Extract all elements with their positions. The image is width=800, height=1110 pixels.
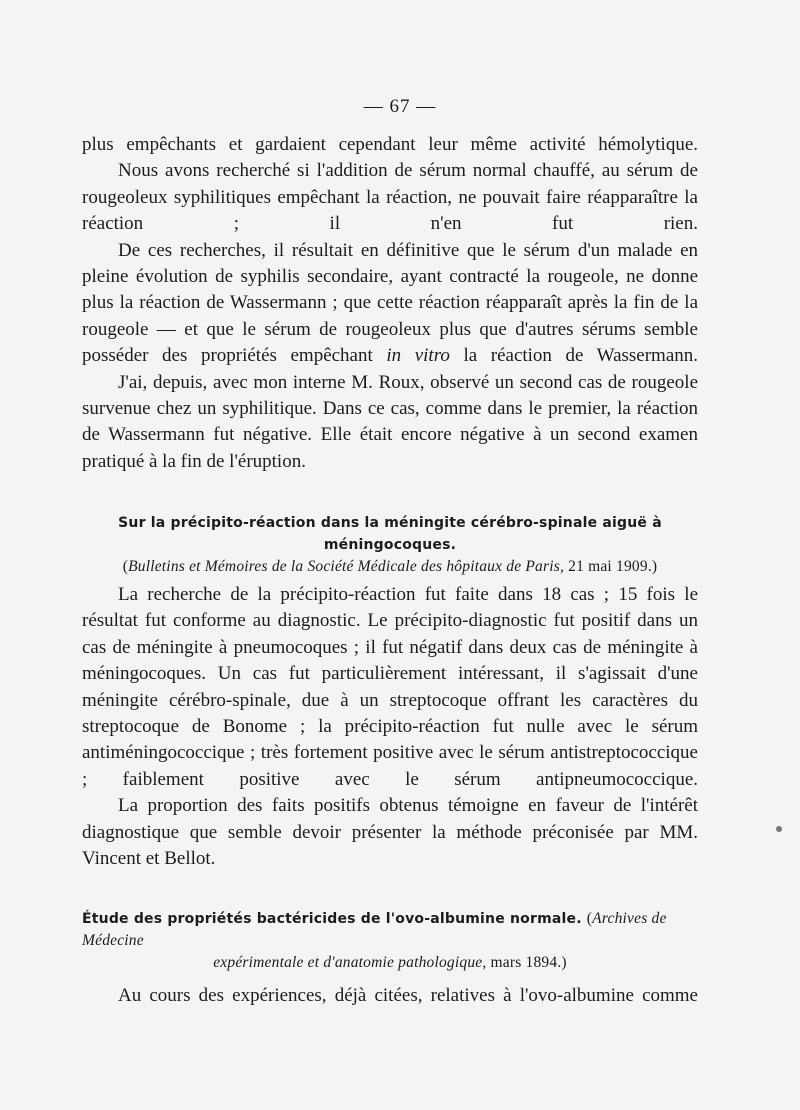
ref-journal: expérimentale et d'anatomie pathologique,	[213, 954, 487, 971]
ref-date: mars 1894.)	[490, 954, 567, 971]
italic-term: in vitro	[386, 345, 450, 367]
ink-speck	[776, 826, 782, 832]
paragraph-text: De ces recherches, il résultait en définitive que le sérum d'un malade en pleine évolution de syphilis secondaire, ayant contracté la rougeole, ne donne plus la réaction de Wassermann ; que cette réaction réapparaît après la fin de la rougeole — et que le sérum de rougeoleux plus que d'autres sérums semble posséder des propriétés empêchant	[82, 239, 698, 367]
section-heading-precipito	[82, 512, 698, 578]
ref-date: 21 mai 1909.)	[568, 558, 658, 575]
ref-journal: Archives de Médecine	[82, 910, 667, 949]
ref-paren: (	[586, 910, 593, 927]
section-rougeole-text	[82, 132, 698, 475]
section-heading-ovo-albumine	[82, 908, 698, 974]
section-precipito-text	[82, 582, 698, 872]
ref-journal: Bulletins et Mémoires de la Société Médicale des hôpitaux de Paris,	[128, 558, 565, 575]
heading-title: Sur la précipito-réaction dans la méningite cérébro-spinale aiguë à méningocoques.	[118, 515, 662, 553]
page-number: — 67 —	[363, 96, 437, 117]
heading-title: Étude des propriétés bactéricides de l'ovo-albumine normale.	[82, 911, 582, 927]
paragraph-text-end: la réaction de Wassermann.	[463, 345, 699, 367]
paragraph: Au cours des expériences, déjà citées, relatives à l'ovo-albumine comme	[118, 985, 698, 1006]
paragraph: La proportion des faits positifs obtenus témoigne en faveur de l'intérêt diagnostique que semble devoir présenter la méthode préconisée par MM. Vincent et Bellot.	[82, 795, 698, 870]
section-ovo-albumine-text	[82, 983, 698, 1009]
heading-reference-line2	[82, 952, 698, 974]
heading-reference	[123, 558, 658, 575]
paragraph	[82, 238, 698, 370]
paragraph: Nous avons recherché si l'addition de sérum normal chauffé, au sérum de rougeoleux syphilitiques empêchant la réaction, ne pouvait faire réapparaître la réaction ; il n'en fut rien.	[82, 160, 698, 235]
paragraph: J'ai, depuis, avec mon interne M. Roux, observé un second cas de rougeole survenue chez un syphilitique. Dans ce cas, comme dans le premier, la réaction de Wassermann fut négative. Elle était encore négative à un second examen pratiqué à la fin de l'éruption.	[82, 371, 698, 472]
ref-paren: (	[122, 558, 129, 575]
paragraph: plus empêchants et gardaient cependant leur même activité hémolytique.	[82, 134, 698, 155]
paragraph: La recherche de la précipito-réaction fut faite dans 18 cas ; 15 fois le résultat fut conforme au diagnostic. Le précipito-diagnostic fut positif dans un cas de méningite à pneumocoques ; il fut négatif dans deux cas de méningite à méningocoques. Un cas fut particulièrement intéressant, il s'agissait d'une méningite cérébro-spinale, due à un streptocoque offrant les caractères du streptocoque de Bonome ; la précipito-réaction fut nulle avec le sérum antiméningococcique ; très fortement positive avec le sérum antistreptococcique ; faiblement positive avec le sérum antipneumococcique.	[82, 584, 698, 790]
